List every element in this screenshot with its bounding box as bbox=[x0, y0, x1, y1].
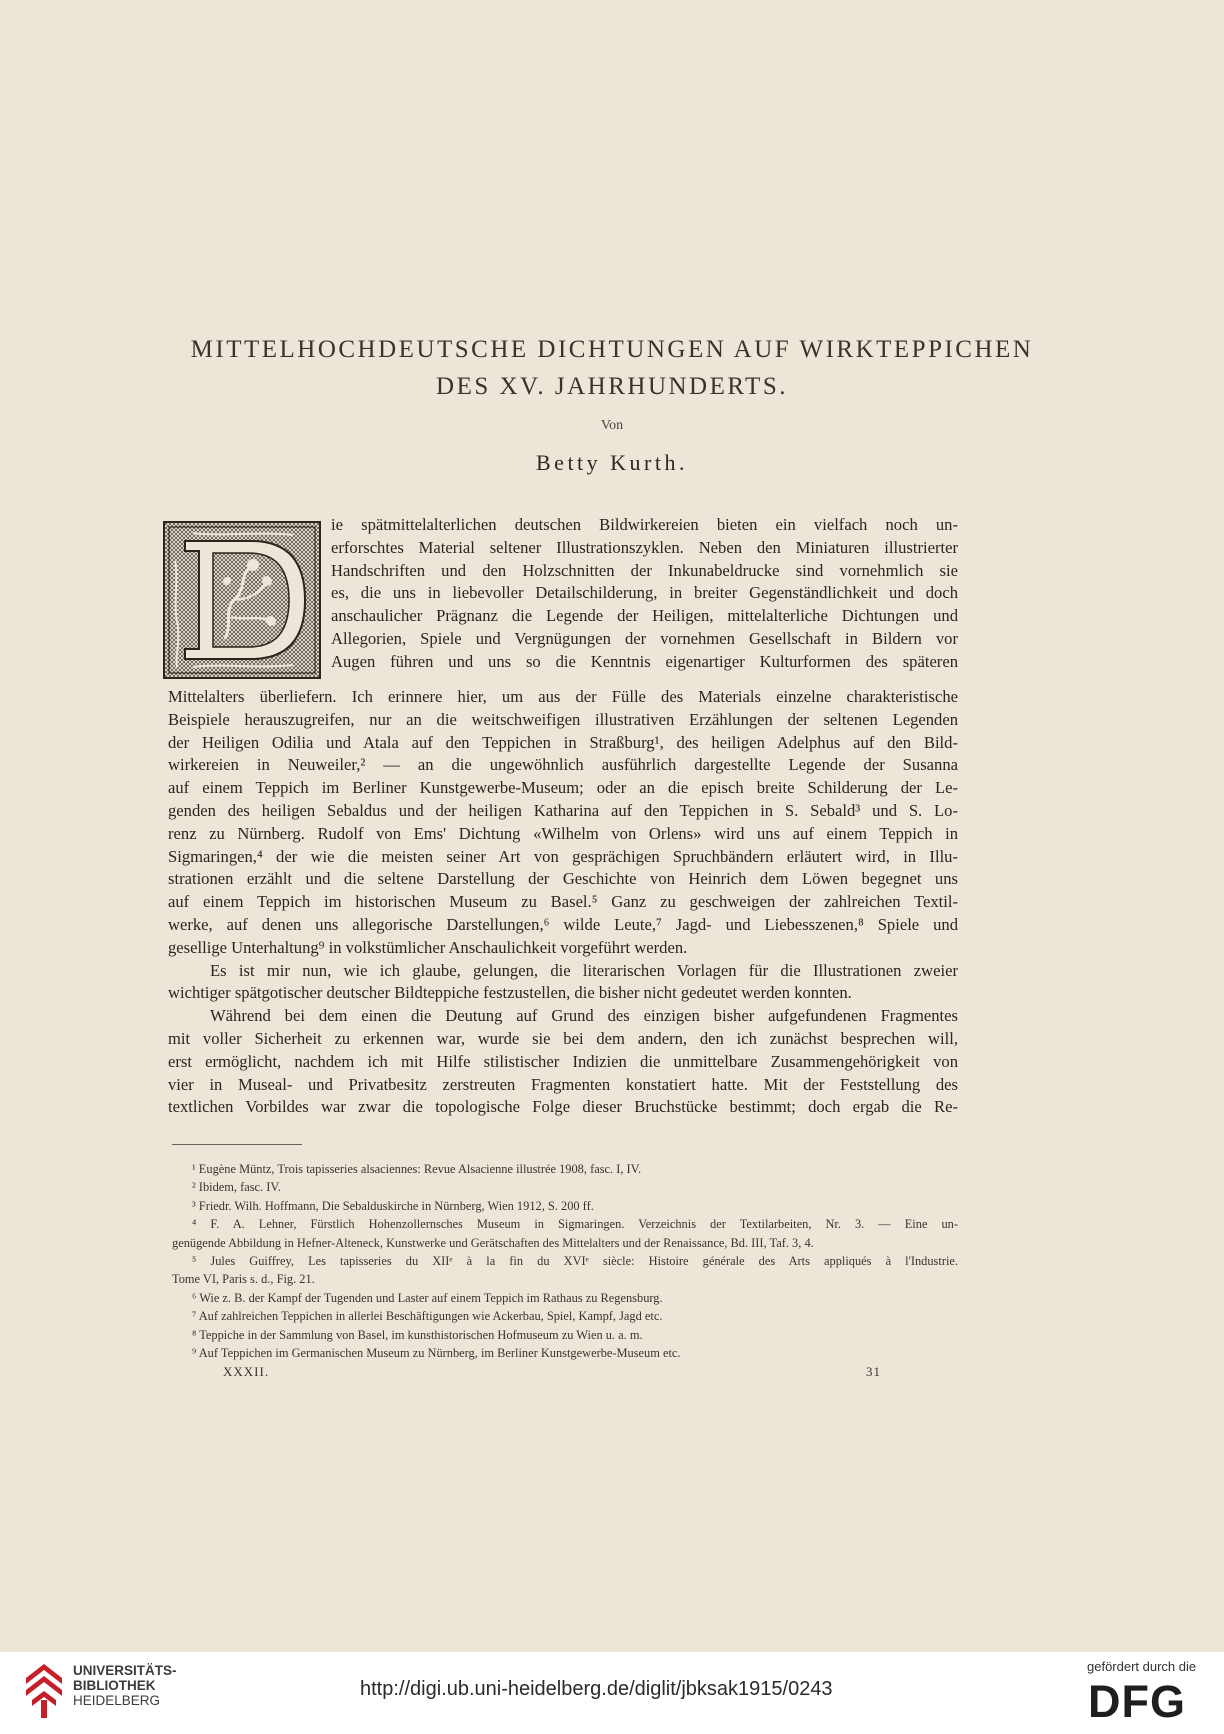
signature-mark: XXXII. bbox=[223, 1364, 270, 1379]
text-line: Mittelalters überliefern. Ich erinnere hier, um aus der Fülle des Materials einzelne charakteristische bbox=[168, 687, 958, 706]
page-number: 31 bbox=[866, 1364, 881, 1379]
permalink[interactable]: http://digi.ub.uni-heidelberg.de/diglit/jbksak1915/0243 bbox=[360, 1678, 833, 1700]
text-line: wirkereien in Neuweiler,² — an die ungewöhnlich ausführlich dargestellte Legende der Susanna bbox=[168, 755, 958, 775]
text-line: auf einem Teppich im Berliner Kunstgewerbe-Museum; oder an die episch breite Schilderung der Le- bbox=[168, 778, 958, 798]
footnote-divider bbox=[172, 1144, 302, 1145]
library-name[interactable] bbox=[73, 1663, 177, 1708]
text-line: Allegorien, Spiele und Vergnügungen der vornehmen Gesellschaft in Bildern vor bbox=[331, 628, 958, 648]
footnote-line: ⁵ Jules Guiffrey, Les tapisseries du XIIᵉ à la fin du XVIᵉ siècle: Histoire générale des Arts appliqués à l'Industrie. bbox=[192, 1254, 958, 1269]
text-line: Während bei dem einen die Deutung auf Grund des einzigen bisher aufgefundenen Fragmentes bbox=[210, 1006, 958, 1026]
text-line: strationen erzählt und die seltene Darstellung der Geschichte von Heinrich dem Löwen begegnet uns bbox=[168, 869, 958, 889]
text-line: auf einem Teppich im historischen Museum zu Basel.⁵ Ganz zu geschweigen der zahlreichen Textil- bbox=[168, 892, 958, 912]
text-line: gesellige Unterhaltung⁹ in volkstümlicher Anschaulichkeit vorgeführt werden. bbox=[168, 937, 688, 957]
author-name: Betty Kurth. bbox=[536, 450, 688, 475]
text-line: renz zu Nürnberg. Rudolf von Ems' Dichtung «Wilhelm von Orlens» wird uns auf einem Teppich in bbox=[168, 823, 958, 843]
text-line: Augen führen und uns so die Kenntnis eigenartiger Kulturformen des späteren bbox=[331, 651, 958, 671]
footnote-line: ³ Friedr. Wilh. Hoffmann, Die Sebalduskirche in Nürnberg, Wien 1912, S. 200 ff. bbox=[192, 1198, 594, 1213]
article-title-line-1: MITTELHOCHDEUTSCHE DICHTUNGEN AUF WIRKTEPPICHEN bbox=[190, 336, 1034, 363]
text-line: Es ist mir nun, wie ich glaube, gelungen, die literarischen Vorlagen für die Illustrationen zweier bbox=[210, 960, 958, 980]
funding-note: gefördert durch die bbox=[1087, 1659, 1197, 1674]
university-library-logo-icon[interactable] bbox=[22, 1660, 66, 1720]
body-text-block bbox=[168, 686, 958, 1119]
footnote-line: genügende Abbildung in Hefner-Alteneck, Kunstwerke und Gerätschaften des Mittelalters und der Renaissance, Bd. III, Taf. 3, 4. bbox=[172, 1235, 814, 1250]
decorated-initial bbox=[163, 521, 321, 679]
text-line: Handschriften und den Holzschnitten der Inkunabeldrucke sind vornehmlich sie bbox=[331, 560, 958, 580]
footnote-line: ⁷ Auf zahlreichen Teppichen in allerlei Beschäftigungen wie Ackerbau, Spiel, Kampf, Jagd etc. bbox=[192, 1309, 663, 1324]
dfg-logo[interactable]: DFG bbox=[1088, 1676, 1186, 1727]
text-line: der Heiligen Odilia und Atala auf den Teppichen in Straßburg¹, des heiligen Adelphus auf den Bild- bbox=[168, 732, 958, 752]
paragraph-1-wrapped-lines bbox=[331, 514, 958, 674]
text-line: Sigmaringen,⁴ der wie die meisten seiner Art von gesprächigen Spruchbändern erläutert wird, in Illu- bbox=[168, 846, 958, 866]
footnotes bbox=[172, 1160, 958, 1362]
text-line: Beispiele herauszugreifen, nur an die weitschweifigen illustrativen Erzählungen der seltenen Legenden bbox=[168, 709, 958, 729]
footnote-line: ² Ibidem, fasc. IV. bbox=[192, 1180, 281, 1195]
footnote-line: ⁸ Teppiche in der Sammlung von Basel, im kunsthistorischen Hofmuseum zu Wien u. a. m. bbox=[192, 1327, 643, 1342]
library-name-line-1: UNIVERSITÄTS- bbox=[73, 1663, 177, 1678]
library-name-line-2: BIBLIOTHEK bbox=[73, 1678, 156, 1693]
text-line: es, die uns in liebevoller Detailschilderung, in breiter Gegenständlichkeit und doch bbox=[331, 583, 958, 603]
ornamental-initial-icon bbox=[163, 521, 321, 679]
text-line: anschaulicher Prägnanz die Legende der Heiligen, mittelalterliche Dichtungen und bbox=[331, 606, 958, 626]
footnote-line: ¹ Eugène Müntz, Trois tapisseries alsaciennes: Revue Alsacienne illustrée 1908, fasc. I, IV. bbox=[192, 1162, 642, 1176]
text-line: genden des heiligen Sebaldus und der heiligen Katharina auf den Teppichen in S. Sebald³ und S. Lo- bbox=[168, 800, 958, 820]
text-line: wichtiger spätgotischer deutscher Bildteppiche festzustellen, die bisher nicht gedeutet werden konnten. bbox=[168, 983, 852, 1003]
library-name-line-3: HEIDELBERG bbox=[73, 1693, 161, 1708]
byline: Von bbox=[600, 418, 624, 433]
text-line: textlichen Vorbildes war zwar die topologische Folge dieser Bruchstücke bestimmt; doch ergab die Re- bbox=[168, 1097, 958, 1117]
text-line: erst ermöglicht, nachdem ich mit Hilfe stilistischer Indizien die unmittelbare Zusammengehörigkeit von bbox=[168, 1051, 958, 1071]
footnote-line: ⁴ F. A. Lehner, Fürstlich Hohenzollernsches Museum in Sigmaringen. Verzeichnis der Textilarbeiten, Nr. 3. — Eine un- bbox=[192, 1217, 958, 1232]
text-line: vier in Museal- und Privatbesitz zerstreuten Fragmenten konstatiert hatte. Mit der Feststellung des bbox=[168, 1074, 958, 1094]
text-line: erforschtes Material seltener Illustrationszyklen. Neben den Miniaturen illustrierter bbox=[331, 537, 958, 557]
text-line: werke, auf denen uns allegorische Darstellungen,⁶ wilde Leute,⁷ Jagd- und Liebesszenen,⁸ Spiele und bbox=[168, 914, 958, 934]
footnote-line: ⁹ Auf Teppichen im Germanischen Museum zu Nürnberg, im Berliner Kunstgewerbe-Museum etc. bbox=[192, 1346, 681, 1361]
footnote-line: ⁶ Wie z. B. der Kampf der Tugenden und Laster auf einem Teppich im Rathaus zu Regensburg. bbox=[192, 1290, 663, 1305]
text-line: mit voller Sicherheit zu erkennen war, wurde sie bei dem andern, den ich zunächst besprechen will, bbox=[168, 1028, 958, 1048]
article-title-line-2: DES XV. JAHRHUNDERTS. bbox=[436, 373, 788, 400]
text-line: ie spätmittelalterlichen deutschen Bildwirkereien bieten ein vielfach noch un- bbox=[331, 515, 958, 534]
footnote-line: Tome VI, Paris s. d., Fig. 21. bbox=[172, 1272, 315, 1287]
